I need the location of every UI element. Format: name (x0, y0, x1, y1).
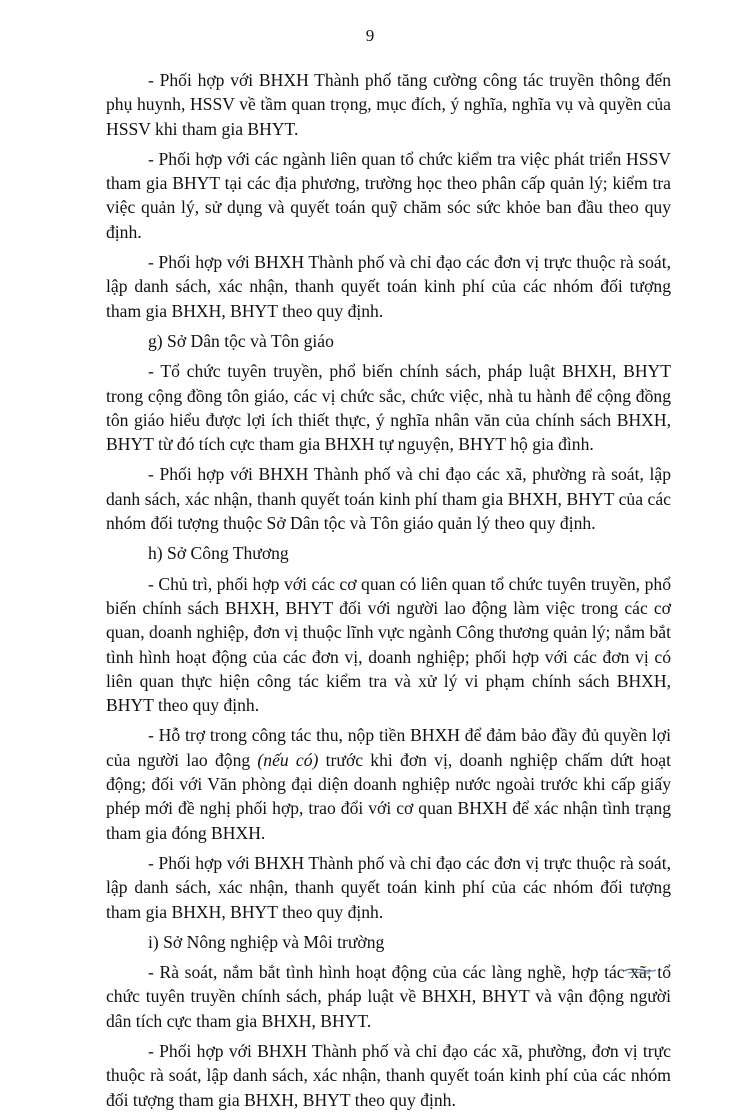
section-heading-g: g) Sở Dân tộc và Tôn giáo (148, 330, 334, 351)
paragraph-text: - Hỗ trợ trong công tác thu, nộp tiền BHXH để đảm bảo đầy đủ quyền lợi của người lao động (106, 725, 671, 770)
paragraph: - Phối hợp với BHXH Thành phố và chỉ đạo các xã, phường, đơn vị trực thuộc rà soát, lập danh sách, xác nhận, thanh quyết toán kinh phí của các nhóm đối tượng tham gia BHXH, BHYT theo quy định. (106, 1040, 671, 1110)
paragraph: - Phối hợp với các ngành liên quan tổ chức kiểm tra việc phát triển HSSV tham gia BHYT tại các địa phương, trường học theo phân cấp quản lý; kiểm tra việc quản lý, sử dụng và quyết toán quỹ chăm sóc sức khỏe ban đầu theo quy định. (106, 148, 671, 242)
paragraph: - Tổ chức tuyên truyền, phổ biến chính sách, pháp luật BHXH, BHYT trong cộng đồng tôn giáo, các vị chức sắc, chức việc, nhà tu hành để cộng đồng tôn giáo hiểu được lợi ích thiết thực, ý nghĩa nhân văn của chính sách BHXH, BHYT từ đó tích cực tham gia BHXH tự nguyện, BHYT hộ gia đình. (106, 361, 671, 455)
section-heading-i: i) Sở Nông nghiệp và Môi trường (148, 931, 385, 952)
page-number: 9 (365, 26, 375, 45)
paragraph: - Phối hợp với BHXH Thành phố tăng cường công tác truyền thông đến phụ huynh, HSSV về tầm quan trọng, mục đích, ý nghĩa, nghĩa vụ và quyền của HSSV khi tham gia BHYT. (106, 70, 671, 139)
paragraph: - Phối hợp với BHXH Thành phố và chỉ đạo các xã, phường rà soát, lập danh sách, xác nhận, thanh quyết toán kinh phí tham gia BHXH, BHYT của các nhóm đối tượng thuộc Sở Dân tộc và Tôn giáo quản lý theo quy định. (106, 464, 671, 534)
paragraph: - Chủ trì, phối hợp với các cơ quan có liên quan tổ chức tuyên truyền, phổ biến chính sách BHXH, BHYT đối với người lao động làm việc trong các cơ quan, doanh nghiệp, đơn vị thuộc lĩnh vực ngành Công thương quản lý; nắm bắt tình hình hoạt động của các đơn vị, doanh nghiệp; phối hợp với các đơn vị có liên quan thực hiện công tác kiểm tra và xử lý vi phạm chính sách BHXH, BHYT theo quy định. (106, 573, 671, 716)
paragraph: - Rà soát, nắm bắt tình hình hoạt động của các làng nghề, hợp tác xã; tổ chức tuyên truyền chính sách, pháp luật về BHXH, BHYT và vận động người dân tích cực tham gia BHXH, BHYT. (106, 962, 671, 1031)
document-body (106, 68, 671, 1118)
paragraph: - Phối hợp với BHXH Thành phố và chỉ đạo các đơn vị trực thuộc rà soát, lập danh sách, xác nhận, thanh quyết toán kinh phí của các nhóm đối tượng tham gia BHXH, BHYT theo quy định. (106, 252, 671, 321)
italic-note: (nếu có) (257, 749, 319, 770)
paragraph-text: trước khi đơn vị, doanh nghiệp chấm dứt hoạt động; đối với Văn phòng đại diện doanh nghiệp nước ngoài trước khi cấp giấy phép mới đề nghị phối hợp, trao đổi với cơ quan BHXH để xác nhận tình trạng tham gia đóng BHXH. (106, 749, 672, 843)
paragraph (106, 723, 671, 844)
section-heading-h: h) Sở Công Thương (148, 543, 289, 564)
initials-signature-icon (622, 966, 658, 976)
paragraph: - Phối hợp với BHXH Thành phố và chỉ đạo các đơn vị trực thuộc rà soát, lập danh sách, xác nhận, thanh quyết toán kinh phí của các nhóm đối tượng tham gia BHXH, BHYT theo quy định. (106, 852, 671, 922)
